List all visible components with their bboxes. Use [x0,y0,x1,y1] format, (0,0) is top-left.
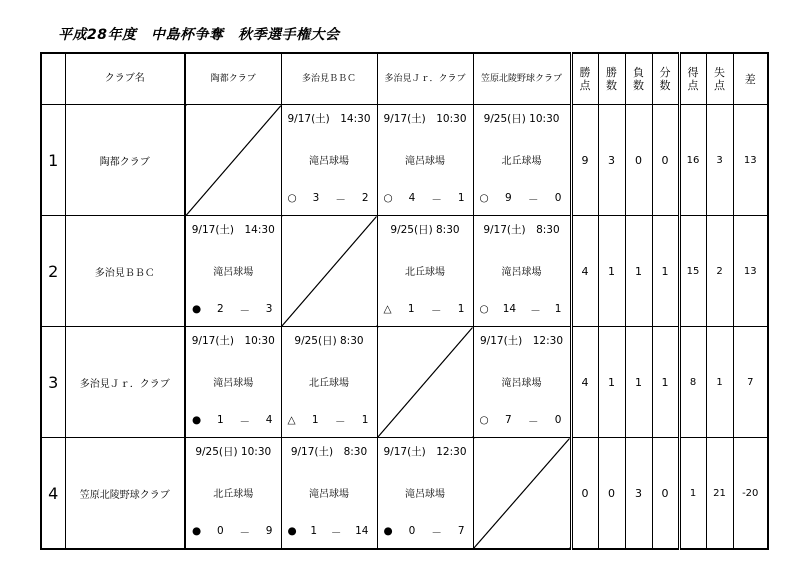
stat-difference: 7 [733,327,768,438]
match-cell [377,105,473,216]
result-mark-icon: ● [192,525,202,537]
match-datetime: 9/17(土) 12:30 [479,335,564,347]
match-venue: 北丘球場 [501,155,542,167]
header-blank [41,53,65,105]
self-match-diagonal-cell [185,105,281,216]
match-datetime: 9/25(日) 8:30 [390,224,460,236]
header-team-4: 笠原北陵野球クラブ [473,53,571,105]
stat-wins: 1 [598,216,625,327]
stat-points: 4 [571,216,598,327]
score-dash: － [431,194,442,206]
score-opponent: 7 [457,525,465,537]
score-dash: － [527,416,539,428]
score-own: 1 [216,414,224,426]
score-own: 14 [502,303,517,315]
rank-number: 2 [41,216,65,327]
header-runs-for: 得 点 [679,53,706,105]
stat-difference: -20 [733,438,768,550]
match-cell [281,105,377,216]
score-own: 1 [407,303,415,315]
match-datetime: 9/17(土) 10:30 [383,113,467,125]
score-own: 0 [216,525,224,537]
score-opponent: 3 [265,303,273,315]
match-datetime: 9/17(土) 8:30 [290,446,368,458]
match-cell [473,327,571,438]
stat-losses: 1 [625,327,652,438]
result-mark-icon: ○ [287,192,297,204]
self-match-diagonal-cell [377,327,473,438]
standings-table [40,52,769,550]
page-title: 平成28年度 中島杯争奪 秋季選手権大会 [58,27,340,43]
score-opponent: 4 [265,414,273,426]
stat-points: 0 [571,438,598,550]
stat-runs-against: 21 [706,438,733,550]
header-club-name: クラブ名 [65,53,185,105]
result-mark-icon: ● [287,525,297,537]
result-mark-icon: △ [287,414,296,426]
match-cell [377,216,473,327]
score-opponent: 0 [554,192,562,204]
match-result [186,414,281,429]
match-cell [185,216,281,327]
club-name: 笠原北陵野球クラブ [65,438,185,550]
stat-points: 9 [571,105,598,216]
score-own: 1 [310,525,318,537]
header-team-3: 多治見Ｊｒ．クラブ [377,53,473,105]
rank-number: 3 [41,327,65,438]
rank-number: 1 [41,105,65,216]
score-opponent: 1 [457,303,465,315]
score-own: 4 [408,192,416,204]
header-draws: 分 数 [652,53,679,105]
stat-runs-for: 8 [679,327,706,438]
score-own: 1 [311,414,319,426]
score-opponent: 2 [361,192,369,204]
stat-draws: 1 [652,327,679,438]
header-wins: 勝 数 [598,53,625,105]
match-venue: 滝呂球場 [405,155,445,167]
score-dash: － [335,194,346,206]
match-cell [377,438,473,550]
team-row [41,216,768,327]
match-result [378,192,473,207]
match-cell [185,327,281,438]
match-cell [473,105,571,216]
result-mark-icon: ○ [479,303,489,315]
match-venue: 滝呂球場 [309,488,349,500]
stat-runs-for: 16 [679,105,706,216]
score-opponent: 1 [361,414,369,426]
score-own: 0 [408,525,416,537]
self-match-diagonal-cell [281,216,377,327]
stat-wins: 0 [598,438,625,550]
match-result [378,525,473,540]
score-opponent: 1 [554,303,562,315]
rank-number: 4 [41,438,65,550]
match-venue: 滝呂球場 [309,155,349,167]
stat-losses: 3 [625,438,652,550]
result-mark-icon: ● [192,414,202,426]
match-datetime: 9/17(土) 8:30 [483,224,560,236]
result-mark-icon: ● [192,303,202,315]
match-venue: 滝呂球場 [501,377,542,389]
header-points: 勝 点 [571,53,598,105]
score-own: 7 [504,414,512,426]
match-cell [281,327,377,438]
match-result [186,303,281,318]
stat-wins: 3 [598,105,625,216]
club-name: 多治見Ｊｒ．クラブ [65,327,185,438]
stat-runs-against: 1 [706,327,733,438]
header-losses: 負 数 [625,53,652,105]
standings-body [41,105,768,550]
score-dash: － [330,527,342,539]
stat-runs-against: 3 [706,105,733,216]
club-name: 陶都クラブ [65,105,185,216]
score-dash: － [239,305,250,317]
match-venue: 北丘球場 [213,488,254,500]
match-result [474,303,570,318]
stat-points: 4 [571,327,598,438]
match-venue: 滝呂球場 [405,488,445,500]
match-result [186,525,281,540]
stat-wins: 1 [598,327,625,438]
team-row [41,438,768,550]
header-runs-against: 失 点 [706,53,733,105]
stat-losses: 0 [625,105,652,216]
stat-losses: 1 [625,216,652,327]
score-dash: － [239,416,250,428]
result-mark-icon: ○ [479,192,489,204]
stat-draws: 1 [652,216,679,327]
header-row [41,53,768,105]
score-dash: － [527,194,539,206]
match-venue: 北丘球場 [309,377,349,389]
result-mark-icon: △ [383,303,392,315]
match-venue: 北丘球場 [405,266,445,278]
score-dash: － [430,305,442,317]
team-row [41,105,768,216]
match-datetime: 9/17(土) 12:30 [383,446,467,458]
score-opponent: 9 [265,525,273,537]
match-datetime: 9/25(日) 8:30 [294,335,364,347]
score-dash: － [431,527,442,539]
score-dash: － [530,305,541,317]
match-venue: 滝呂球場 [213,377,254,389]
score-own: 9 [504,192,512,204]
stat-runs-against: 2 [706,216,733,327]
header-difference: 差 [733,53,768,105]
stat-difference: 13 [733,105,768,216]
score-opponent: 1 [457,192,465,204]
result-mark-icon: ○ [383,192,393,204]
match-result [474,192,570,207]
score-opponent: 14 [355,525,369,537]
team-row [41,327,768,438]
match-cell [185,438,281,550]
match-datetime: 9/17(土) 14:30 [191,224,275,236]
score-dash: － [239,527,250,539]
match-result [282,525,377,540]
match-result [378,303,473,318]
match-result [474,414,570,429]
match-venue: 滝呂球場 [213,266,254,278]
score-own: 2 [216,303,224,315]
match-datetime: 9/17(土) 10:30 [191,335,275,347]
club-name: 多治見ＢＢＣ [65,216,185,327]
header-team-1: 陶都クラブ [185,53,281,105]
match-datetime: 9/17(土) 14:30 [287,113,371,125]
match-cell [473,216,571,327]
match-result [282,192,377,207]
score-dash: － [334,416,346,428]
match-cell [281,438,377,550]
stat-runs-for: 1 [679,438,706,550]
header-team-2: 多治見ＢＢＣ [281,53,377,105]
result-mark-icon: ● [383,525,393,537]
result-mark-icon: ○ [479,414,489,426]
stat-difference: 13 [733,216,768,327]
match-datetime: 9/25(日) 10:30 [195,446,272,458]
stat-runs-for: 15 [679,216,706,327]
score-opponent: 0 [554,414,562,426]
self-match-diagonal-cell [473,438,571,550]
match-datetime: 9/25(日) 10:30 [483,113,560,125]
match-result [282,414,377,429]
stat-draws: 0 [652,438,679,550]
stat-draws: 0 [652,105,679,216]
match-venue: 滝呂球場 [501,266,542,278]
score-own: 3 [312,192,320,204]
